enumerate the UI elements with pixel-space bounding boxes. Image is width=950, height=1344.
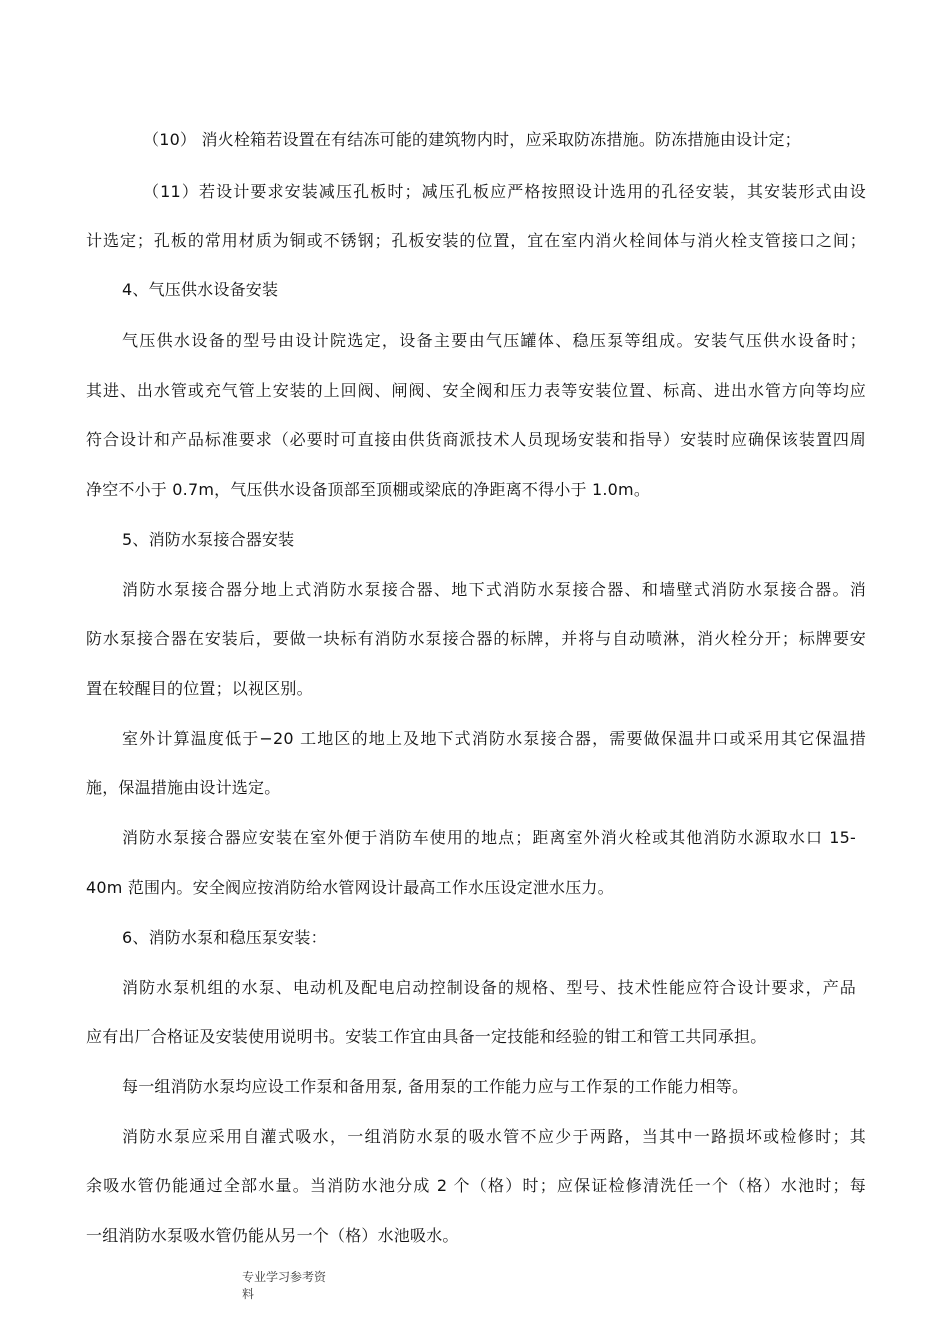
heading-4: 4、气压供水设备安装: [122, 280, 279, 299]
para-5b-line1: 室外计算温度低于−20 工地区的地上及地下式消防水泵接合器，需要做保温井口或采用其它保温措: [122, 729, 866, 748]
para-6a-line2: 应有出厂合格证及安装使用说明书。安装工作宜由具备一定技能和经验的钳工和管工共同承担。: [86, 1027, 767, 1046]
para-5a-line1: 消防水泵接合器分地上式消防水泵接合器、地下式消防水泵接合器、和墙壁式消防水泵接合器。消: [122, 580, 866, 599]
para-5b-line2: 施，保温措施由设计选定。: [86, 778, 281, 797]
para-6b: 每一组消防水泵均应设工作泵和备用泵, 备用泵的工作能力应与工作泵的工作能力相等。: [122, 1077, 749, 1096]
heading-6: 6、消防水泵和稳压泵安装：: [122, 928, 327, 947]
footer-text-line1: 专业学习参考资: [242, 1270, 327, 1284]
para-5c-line2: 40m 范围内。安全阀应按消防给水管网设计最高工作水压设定泄水压力。: [86, 878, 614, 897]
para-5a-line2: 防水泵接合器在安装后，要做一块标有消防水泵接合器的标牌，并将与自动喷淋，消火栓分开；标牌要安: [86, 629, 866, 648]
para-6c-line1: 消防水泵应采用自灌式吸水，一组消防水泵的吸水管不应少于两路，当其中一路损坏或检修时；其: [122, 1127, 866, 1146]
para-4-line4: 净空不小于 0.7m，气压供水设备顶部至顶棚或梁底的净距离不得小于 1.0m。: [86, 480, 651, 499]
para-4-line1: 气压供水设备的型号由设计院选定，设备主要由气压罐体、稳压泵等组成。安装气压供水设备时；: [122, 331, 866, 350]
para-6a-line1: 消防水泵机组的水泵、电动机及配电启动控制设备的规格、型号、技术性能应符合设计要求，产品: [122, 978, 856, 997]
heading-5: 5、消防水泵接合器安装: [122, 530, 295, 549]
paragraph-11-line1: （11）若设计要求安装减压孔板时；减压孔板应严格按照设计选用的孔径安装，其安装形式由设: [143, 182, 866, 201]
para-6c-line2: 余吸水管仍能通过全部水量。当消防水池分成 2 个（格）时；应保证检修清洗任一个（格）水池时；每: [86, 1176, 866, 1195]
para-4-line2: 其进、出水管或充气管上安装的上回阀、闸阀、安全阀和压力表等安装位置、标高、进出水管方向等均应: [86, 381, 866, 400]
paragraph-11-line2: 计选定；孔板的常用材质为铜或不锈钢；孔板安装的位置，宜在室内消火栓间体与消火栓支管接口之间；: [86, 231, 866, 250]
para-6c-line3: 一组消防水泵吸水管仍能从另一个（格）水池吸水。: [86, 1226, 459, 1245]
para-5a-line3: 置在较醒目的位置；以视区别。: [86, 679, 313, 698]
footer-text-line2: 料: [242, 1287, 255, 1301]
para-4-line3: 符合设计和产品标准要求（必要时可直接由供货商派技术人员现场安装和指导）安装时应确保该装置四周: [86, 430, 866, 449]
para-5c-line1: 消防水泵接合器应安装在室外便于消防车使用的地点；距离室外消火栓或其他消防水源取水口 15-: [122, 828, 856, 847]
paragraph-10: （10） 消火栓箱若设置在有结冻可能的建筑物内时，应采取防冻措施。防冻措施由设计定；: [143, 130, 801, 149]
